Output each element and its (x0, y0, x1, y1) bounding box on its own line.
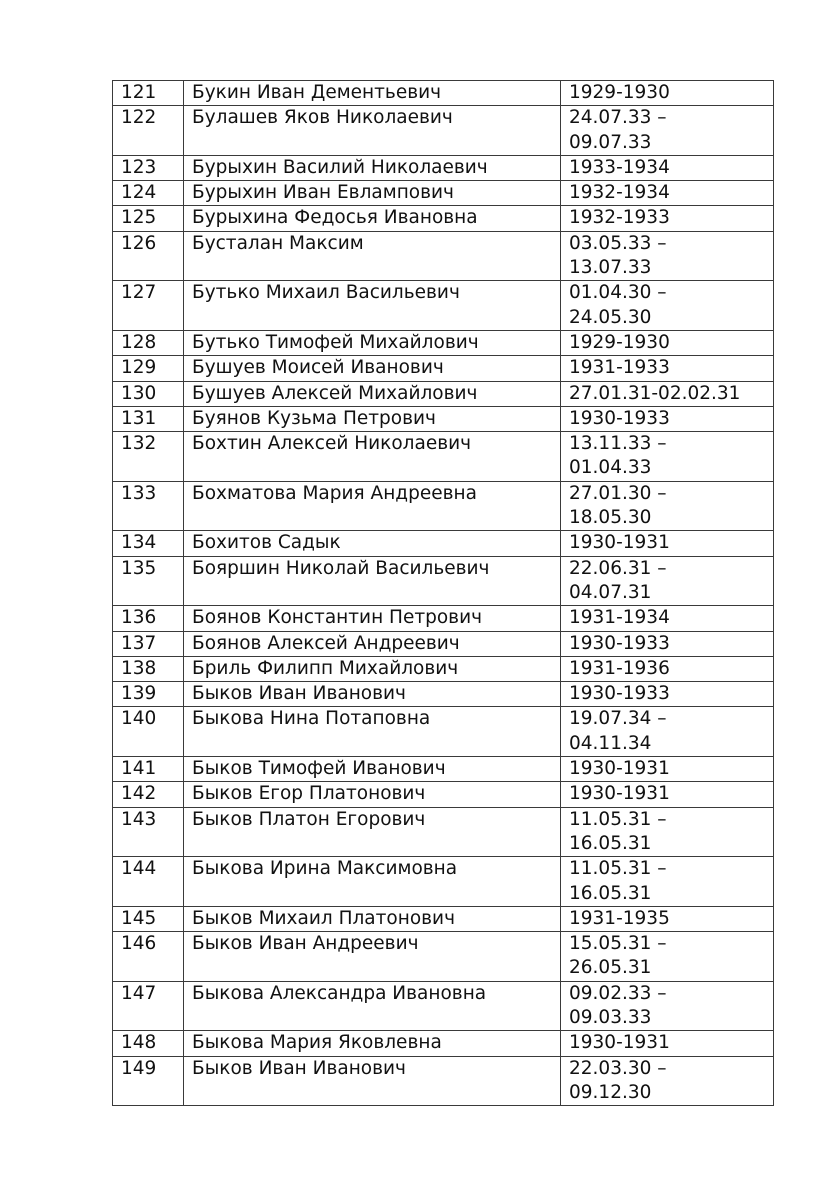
table-row (113, 906, 774, 931)
row-number-cell: 138 (113, 656, 184, 681)
period-line: 11.05.31 – (569, 808, 667, 830)
person-name-cell: Быков Платон Егорович (184, 807, 561, 857)
period-cell (561, 682, 774, 707)
person-name-cell: Бутько Михаил Васильевич (184, 281, 561, 331)
period-line: 1930-1933 (569, 407, 670, 429)
table-row (113, 206, 774, 231)
period-cell (561, 932, 774, 982)
period-line: 09.02.33 – (569, 982, 667, 1004)
row-number-cell: 140 (113, 707, 184, 757)
person-name-cell: Бохтин Алексей Николаевич (184, 432, 561, 482)
row-number-cell: 131 (113, 406, 184, 431)
table-row (113, 155, 774, 180)
row-number-cell: 128 (113, 330, 184, 355)
period-cell (561, 807, 774, 857)
period-cell (561, 707, 774, 757)
period-cell (561, 330, 774, 355)
period-line: 1931-1936 (569, 657, 670, 679)
period-cell (561, 631, 774, 656)
period-cell (561, 432, 774, 482)
period-line: 19.07.34 – (569, 708, 667, 730)
period-line: 1929-1930 (569, 331, 670, 353)
person-name-cell: Бусталан Максим (184, 231, 561, 281)
table-row (113, 231, 774, 281)
table-row (113, 656, 774, 681)
person-name-cell: Боянов Константин Петрович (184, 606, 561, 631)
person-name-cell: Быков Михаил Платонович (184, 906, 561, 931)
period-cell (561, 1056, 774, 1106)
person-name-cell: Бурыхин Иван Евлампович (184, 181, 561, 206)
table-row (113, 631, 774, 656)
person-name-cell: Булашев Яков Николаевич (184, 106, 561, 156)
period-line: 18.05.30 (569, 507, 652, 529)
period-cell (561, 81, 774, 106)
person-name-cell: Быкова Александра Ивановна (184, 981, 561, 1031)
table-row (113, 531, 774, 556)
period-cell (561, 857, 774, 907)
period-line: 1930-1933 (569, 683, 670, 705)
table-row (113, 682, 774, 707)
period-line: 22.06.31 – (569, 557, 667, 579)
row-number-cell: 146 (113, 932, 184, 982)
row-number-cell: 134 (113, 531, 184, 556)
period-line: 1932-1933 (569, 207, 670, 229)
period-line: 1930-1933 (569, 632, 670, 654)
row-number-cell: 133 (113, 481, 184, 531)
row-number-cell: 145 (113, 906, 184, 931)
period-cell (561, 381, 774, 406)
table-row (113, 81, 774, 106)
period-cell (561, 406, 774, 431)
row-number-cell: 136 (113, 606, 184, 631)
table-row (113, 330, 774, 355)
period-cell (561, 231, 774, 281)
period-line: 1931-1934 (569, 607, 670, 629)
period-cell (561, 181, 774, 206)
table-row (113, 406, 774, 431)
row-number-cell: 122 (113, 106, 184, 156)
period-line: 09.07.33 (569, 131, 652, 153)
period-line: 26.05.31 (569, 957, 652, 979)
table-row (113, 281, 774, 331)
person-name-cell: Быков Иван Иванович (184, 682, 561, 707)
table-row (113, 556, 774, 606)
row-number-cell: 147 (113, 981, 184, 1031)
period-line: 27.01.31-02.02.31 (569, 382, 741, 404)
person-name-cell: Бурыхина Федосья Ивановна (184, 206, 561, 231)
period-cell (561, 206, 774, 231)
person-name-cell: Быков Иван Андреевич (184, 932, 561, 982)
period-line: 09.12.30 (569, 1081, 652, 1103)
period-cell (561, 981, 774, 1031)
period-line: 04.07.31 (569, 581, 652, 603)
table-row (113, 432, 774, 482)
person-name-cell: Бутько Тимофей Михайлович (184, 330, 561, 355)
person-name-cell: Быкова Нина Потаповна (184, 707, 561, 757)
period-line: 1930-1931 (569, 783, 670, 805)
person-name-cell: Бушуев Алексей Михайлович (184, 381, 561, 406)
period-line: 01.04.33 (569, 457, 652, 479)
table-row (113, 1031, 774, 1056)
table-row (113, 356, 774, 381)
period-line: 22.03.30 – (569, 1057, 667, 1079)
person-name-cell: Боянов Алексей Андреевич (184, 631, 561, 656)
person-name-cell: Быков Иван Иванович (184, 1056, 561, 1106)
period-line: 16.05.31 (569, 882, 652, 904)
period-cell (561, 281, 774, 331)
row-number-cell: 141 (113, 757, 184, 782)
period-line: 1932-1934 (569, 182, 670, 204)
table-row (113, 857, 774, 907)
table-row (113, 932, 774, 982)
row-number-cell: 137 (113, 631, 184, 656)
period-cell (561, 1031, 774, 1056)
period-line: 1930-1931 (569, 532, 670, 554)
person-name-cell: Бохитов Садык (184, 531, 561, 556)
period-line: 1929-1930 (569, 82, 670, 103)
row-number-cell: 132 (113, 432, 184, 482)
table-row (113, 757, 774, 782)
person-name-cell: Бояршин Николай Васильевич (184, 556, 561, 606)
table-row (113, 981, 774, 1031)
table-row (113, 707, 774, 757)
period-cell (561, 656, 774, 681)
person-name-cell: Бурыхин Василий Николаевич (184, 155, 561, 180)
row-number-cell: 123 (113, 155, 184, 180)
period-line: 24.05.30 (569, 306, 652, 328)
table-row (113, 807, 774, 857)
person-name-cell: Быков Егор Платонович (184, 782, 561, 807)
row-number-cell: 129 (113, 356, 184, 381)
table-row (113, 1056, 774, 1106)
period-cell (561, 356, 774, 381)
period-cell (561, 757, 774, 782)
row-number-cell: 149 (113, 1056, 184, 1106)
table-row (113, 782, 774, 807)
period-cell (561, 782, 774, 807)
period-cell (561, 481, 774, 531)
person-name-cell: Бушуев Моисей Иванович (184, 356, 561, 381)
period-cell (561, 106, 774, 156)
person-name-cell: Быкова Мария Яковлевна (184, 1031, 561, 1056)
person-name-cell: Бриль Филипп Михайлович (184, 656, 561, 681)
period-cell (561, 556, 774, 606)
row-number-cell: 144 (113, 857, 184, 907)
registry-table (112, 80, 774, 1106)
person-name-cell: Быкова Ирина Максимовна (184, 857, 561, 907)
row-number-cell: 135 (113, 556, 184, 606)
table-row (113, 606, 774, 631)
period-line: 04.11.34 (569, 732, 652, 754)
person-name-cell: Быков Тимофей Иванович (184, 757, 561, 782)
period-line: 13.07.33 (569, 257, 652, 279)
table-row (113, 181, 774, 206)
person-name-cell: Букин Иван Дементьевич (184, 81, 561, 106)
period-line: 01.04.30 – (569, 282, 667, 304)
table-row (113, 106, 774, 156)
period-cell (561, 906, 774, 931)
row-number-cell: 124 (113, 181, 184, 206)
period-line: 1930-1931 (569, 758, 670, 780)
row-number-cell: 143 (113, 807, 184, 857)
person-name-cell: Буянов Кузьма Петрович (184, 406, 561, 431)
period-cell (561, 606, 774, 631)
period-line: 15.05.31 – (569, 933, 667, 955)
period-line: 11.05.31 – (569, 858, 667, 880)
period-line: 1933-1934 (569, 156, 670, 178)
row-number-cell: 121 (113, 81, 184, 106)
registry-table-body (113, 81, 774, 1106)
period-cell (561, 155, 774, 180)
period-line: 1930-1931 (569, 1032, 670, 1054)
period-line: 13.11.33 – (569, 433, 667, 455)
row-number-cell: 125 (113, 206, 184, 231)
table-row (113, 381, 774, 406)
period-cell (561, 531, 774, 556)
table-row (113, 481, 774, 531)
row-number-cell: 142 (113, 782, 184, 807)
period-line: 09.03.33 (569, 1006, 652, 1028)
row-number-cell: 126 (113, 231, 184, 281)
person-name-cell: Бохматова Мария Андреевна (184, 481, 561, 531)
row-number-cell: 130 (113, 381, 184, 406)
period-line: 03.05.33 – (569, 232, 667, 254)
row-number-cell: 139 (113, 682, 184, 707)
period-line: 1931-1933 (569, 357, 670, 379)
period-line: 27.01.30 – (569, 482, 667, 504)
period-line: 24.07.33 – (569, 107, 667, 129)
period-line: 1931-1935 (569, 907, 670, 929)
row-number-cell: 148 (113, 1031, 184, 1056)
period-line: 16.05.31 (569, 832, 652, 854)
row-number-cell: 127 (113, 281, 184, 331)
